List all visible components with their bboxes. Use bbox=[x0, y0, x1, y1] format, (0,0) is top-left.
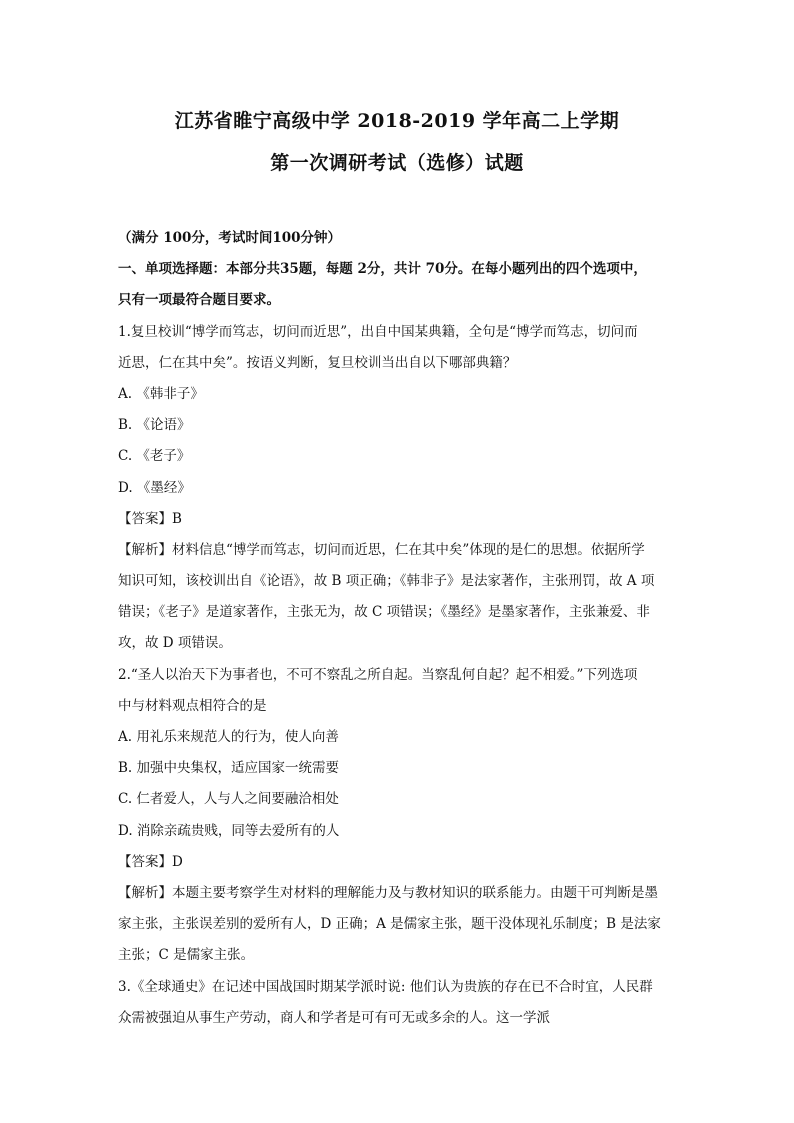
text-line: 家主张，主张误差别的爱所有人，D 正确；A 是儒家主张，题干没体现礼乐制度；B 是法家 bbox=[118, 916, 661, 933]
text-line: 【答案】B bbox=[118, 510, 182, 527]
text-line: 【解析】材料信息“博学而笃志，切问而近思，仁在其中矣”体现的是仁的思想。依据所学 bbox=[118, 541, 645, 558]
text-line: （满分 100分，考试时间100分钟） bbox=[118, 230, 342, 246]
document-title-line-1: 江苏省睢宁高级中学 2018-2019 学年高二上学期 bbox=[174, 110, 620, 132]
text-line: 2.“圣人以治天下为事者也，不可不察乱之所自起。当察乱何自起？起不相爱。”下列选项 bbox=[118, 666, 638, 683]
text-line: A. 《韩非子》 bbox=[118, 385, 204, 402]
document-title-line-2: 第一次调研考试（选修）试题 bbox=[270, 152, 524, 174]
text-line: D. 消除亲疏贵贱，同等去爱所有的人 bbox=[118, 822, 340, 839]
text-line: B. 《论语》 bbox=[118, 417, 191, 434]
text-line: 攻，故 D 项错误。 bbox=[118, 635, 232, 652]
text-line: 3.《全球通史》在记述中国战国时期某学派时说: 他们认为贵族的存在已不合时宜，人民群 bbox=[118, 978, 653, 995]
text-line: 【解析】本题主要考察学生对材料的理解能力及与教材知识的联系能力。由题干可判断是墨 bbox=[118, 884, 658, 901]
text-line: 众需被强迫从事生产劳动，商人和学者是可有可无或多余的人。这一学派 bbox=[118, 1009, 550, 1026]
text-line: 主张；C 是儒家主张。 bbox=[118, 947, 255, 964]
text-line: 一、单项选择题：本部分共35题，每题 2分，共计 70分。在每小题列出的四个选项中， bbox=[118, 261, 647, 278]
document-body bbox=[118, 228, 678, 1039]
text-line: 1.复旦校训“博学而笃志，切问而近思”，出自中国某典籍，全句是“博学而笃志，切问而 bbox=[118, 323, 638, 340]
text-line: D. 《墨经》 bbox=[118, 479, 191, 496]
text-line: 错误；《老子》是道家著作，主张无为，故 C 项错误；《墨经》是墨家著作，主张兼爱、非 bbox=[118, 604, 650, 621]
text-line: A. 用礼乐来规范人的行为，使人向善 bbox=[118, 729, 339, 745]
text-line: 中与材料观点相符合的是 bbox=[118, 697, 267, 714]
text-line: 【答案】D bbox=[118, 853, 183, 870]
text-line: 近思，仁在其中矣”。按语义判断，复旦校训当出自以下哪部典籍？ bbox=[118, 354, 517, 371]
text-line: C. 仁者爱人，人与人之间要融洽相处 bbox=[118, 791, 339, 808]
text-line: B. 加强中央集权，适应国家一统需要 bbox=[118, 760, 340, 777]
text-line: C. 《老子》 bbox=[118, 448, 191, 465]
text-line: 只有一项最符合题目要求。 bbox=[118, 292, 280, 309]
text-line: 知识可知，该校训出自《论语》，故 B 项正确；《韩非子》是法家著作，主张刑罚，故 A 项 bbox=[118, 573, 655, 590]
